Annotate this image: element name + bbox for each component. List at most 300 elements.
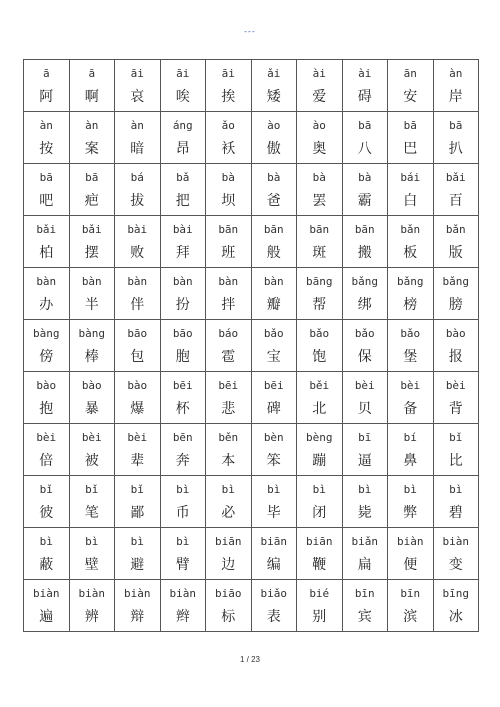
hanzi-character: 柏 xyxy=(39,245,54,261)
character-cell xyxy=(206,216,252,268)
character-cell xyxy=(160,60,206,112)
hanzi-character: 八 xyxy=(357,141,372,157)
hanzi-character: 彼 xyxy=(39,505,54,521)
pinyin-label: bàn xyxy=(218,275,239,288)
pinyin-label: biān xyxy=(215,535,242,548)
hanzi-character: 半 xyxy=(84,297,99,313)
character-cell xyxy=(342,320,388,372)
character-cell xyxy=(342,268,388,320)
hanzi-character: 啊 xyxy=(84,89,99,105)
hanzi-character: 雹 xyxy=(221,349,236,365)
character-cell xyxy=(115,528,161,580)
character-cell xyxy=(206,268,252,320)
character-cell xyxy=(297,580,343,632)
pinyin-label: ào xyxy=(267,119,281,132)
character-cell xyxy=(388,60,434,112)
character-cell xyxy=(297,372,343,424)
hanzi-character: 袄 xyxy=(221,141,236,157)
character-cell xyxy=(115,424,161,476)
hanzi-character: 巴 xyxy=(403,141,418,157)
hanzi-character: 版 xyxy=(448,245,463,261)
character-cell xyxy=(342,424,388,476)
hanzi-character: 笔 xyxy=(84,505,99,521)
hanzi-character: 矮 xyxy=(266,89,281,105)
table-row xyxy=(24,60,479,112)
pinyin-label: bì xyxy=(312,483,326,496)
pinyin-label: bān xyxy=(263,223,284,236)
character-cell xyxy=(115,164,161,216)
character-cell xyxy=(251,164,297,216)
pinyin-label: bēi xyxy=(263,379,284,392)
pinyin-label: bì xyxy=(39,535,53,548)
pinyin-label: ài xyxy=(312,67,326,80)
character-cell xyxy=(69,580,115,632)
character-cell xyxy=(297,528,343,580)
character-cell xyxy=(24,164,70,216)
hanzi-character: 奥 xyxy=(312,141,327,157)
character-cell xyxy=(388,372,434,424)
hanzi-character: 昂 xyxy=(175,141,190,157)
pinyin-label: bǎi xyxy=(81,223,102,236)
pinyin-label: bì xyxy=(176,483,190,496)
hanzi-character: 闭 xyxy=(312,505,327,521)
pinyin-label: ā xyxy=(88,67,96,80)
hanzi-character: 膀 xyxy=(448,297,463,313)
pinyin-label: bēn xyxy=(172,431,193,444)
hanzi-character: 绑 xyxy=(357,297,372,313)
character-cell xyxy=(251,112,297,164)
pinyin-label: àn xyxy=(85,119,99,132)
character-cell xyxy=(251,528,297,580)
character-cell xyxy=(251,60,297,112)
hanzi-character: 拜 xyxy=(175,245,190,261)
character-cell xyxy=(24,60,70,112)
character-cell xyxy=(206,424,252,476)
character-cell xyxy=(206,60,252,112)
pinyin-label: bǐ xyxy=(39,483,53,496)
hanzi-character: 岸 xyxy=(448,89,463,105)
table-row xyxy=(24,320,479,372)
pinyin-label: bǎng xyxy=(397,275,424,288)
character-cell xyxy=(24,112,70,164)
pinyin-label: bān xyxy=(354,223,375,236)
pinyin-label: bèi xyxy=(36,431,57,444)
pinyin-label: bì xyxy=(176,535,190,548)
character-cell xyxy=(297,320,343,372)
hanzi-character: 本 xyxy=(221,453,236,469)
hanzi-character: 败 xyxy=(130,245,145,261)
character-cell xyxy=(251,268,297,320)
pinyin-label: ǎo xyxy=(221,119,235,132)
character-cell xyxy=(24,372,70,424)
hanzi-character: 班 xyxy=(221,245,236,261)
character-cell xyxy=(251,476,297,528)
pinyin-label: bì xyxy=(85,535,99,548)
character-cell xyxy=(160,216,206,268)
pinyin-label: bàng xyxy=(78,327,105,340)
character-cell xyxy=(388,216,434,268)
pinyin-label: āi xyxy=(221,67,235,80)
character-cell xyxy=(388,112,434,164)
pinyin-label: bái xyxy=(400,171,421,184)
pinyin-label: áng xyxy=(172,119,193,132)
pinyin-label: bì xyxy=(403,483,417,496)
character-cell xyxy=(206,164,252,216)
pinyin-label: bā xyxy=(358,119,372,132)
character-cell xyxy=(251,372,297,424)
hanzi-character: 辈 xyxy=(130,453,145,469)
character-cell xyxy=(69,476,115,528)
hanzi-character: 抱 xyxy=(39,401,54,417)
pinyin-label: bài xyxy=(172,223,193,236)
pinyin-label: bǎi xyxy=(36,223,57,236)
pinyin-label: bāng xyxy=(306,275,333,288)
hanzi-character: 按 xyxy=(39,141,54,157)
hanzi-character: 毕 xyxy=(266,505,281,521)
hanzi-character: 被 xyxy=(84,453,99,469)
character-cell xyxy=(342,476,388,528)
character-cell xyxy=(69,60,115,112)
character-cell xyxy=(251,216,297,268)
character-cell xyxy=(433,424,479,476)
pinyin-label: biàn xyxy=(442,535,469,548)
pinyin-label: bèi xyxy=(81,431,102,444)
hanzi-character: 吧 xyxy=(39,193,54,209)
character-cell xyxy=(115,268,161,320)
hanzi-character: 包 xyxy=(130,349,145,365)
character-cell xyxy=(251,580,297,632)
character-cell xyxy=(342,216,388,268)
pinyin-label: bǎn xyxy=(445,223,466,236)
pinyin-label: bà xyxy=(267,171,281,184)
character-cell xyxy=(206,580,252,632)
character-cell xyxy=(24,580,70,632)
character-cell xyxy=(297,268,343,320)
hanzi-character: 表 xyxy=(266,609,281,625)
hanzi-character: 币 xyxy=(175,505,190,521)
pinyin-label: bēi xyxy=(172,379,193,392)
character-cell xyxy=(160,424,206,476)
pinyin-label: biāo xyxy=(215,587,242,600)
hanzi-character: 鄙 xyxy=(130,505,145,521)
pinyin-label: àn xyxy=(130,119,144,132)
pinyin-label: bèn xyxy=(263,431,284,444)
character-cell xyxy=(24,528,70,580)
character-cell xyxy=(69,320,115,372)
pinyin-label: bīn xyxy=(400,587,421,600)
character-cell xyxy=(24,320,70,372)
hanzi-character: 毙 xyxy=(357,505,372,521)
pinyin-label: bēi xyxy=(218,379,239,392)
pinyin-label: bà xyxy=(358,171,372,184)
pinyin-label: bèi xyxy=(445,379,466,392)
pinyin-label: bǐ xyxy=(449,431,463,444)
character-cell xyxy=(388,528,434,580)
hanzi-character: 唉 xyxy=(175,89,190,105)
pinyin-label: běi xyxy=(309,379,330,392)
pinyin-label: āi xyxy=(130,67,144,80)
hanzi-character: 帮 xyxy=(312,297,327,313)
pinyin-label: bàn xyxy=(127,275,148,288)
pinyin-label: bèi xyxy=(400,379,421,392)
hanzi-character: 鼻 xyxy=(403,453,418,469)
character-cell xyxy=(24,476,70,528)
pinyin-label: bào xyxy=(81,379,102,392)
pinyin-label: biān xyxy=(260,535,287,548)
character-cell xyxy=(160,268,206,320)
character-cell xyxy=(342,164,388,216)
character-cell xyxy=(115,320,161,372)
character-cell xyxy=(297,164,343,216)
hanzi-character: 辩 xyxy=(130,609,145,625)
hanzi-character: 鞭 xyxy=(312,557,327,573)
pinyin-label: bì xyxy=(358,483,372,496)
character-cell xyxy=(251,424,297,476)
character-cell xyxy=(297,476,343,528)
hanzi-character: 把 xyxy=(175,193,190,209)
character-cell xyxy=(297,424,343,476)
hanzi-character: 保 xyxy=(357,349,372,365)
pinyin-label: bā xyxy=(403,119,417,132)
character-cell xyxy=(115,112,161,164)
pinyin-label: biàn xyxy=(78,587,105,600)
hanzi-character: 百 xyxy=(448,193,463,209)
hanzi-character: 杯 xyxy=(175,401,190,417)
hanzi-character: 胞 xyxy=(175,349,190,365)
hanzi-character: 瓣 xyxy=(266,297,281,313)
pinyin-label: bié xyxy=(309,587,330,600)
hanzi-character: 宾 xyxy=(357,609,372,625)
character-cell xyxy=(433,60,479,112)
hanzi-character: 标 xyxy=(221,609,236,625)
character-cell xyxy=(342,580,388,632)
hanzi-character: 暴 xyxy=(84,401,99,417)
character-cell xyxy=(206,112,252,164)
character-cell xyxy=(388,476,434,528)
character-cell xyxy=(297,60,343,112)
hanzi-character: 蹦 xyxy=(312,453,327,469)
hanzi-character: 壁 xyxy=(84,557,99,573)
hanzi-character: 辨 xyxy=(84,609,99,625)
pinyin-label: bào xyxy=(445,327,466,340)
character-cell xyxy=(24,268,70,320)
hanzi-character: 别 xyxy=(312,609,327,625)
pinyin-label: àn xyxy=(39,119,53,132)
hanzi-character: 宝 xyxy=(266,349,281,365)
pinyin-label: bèi xyxy=(127,431,148,444)
character-cell xyxy=(24,424,70,476)
pinyin-label: bǎo xyxy=(354,327,375,340)
hanzi-character: 安 xyxy=(403,89,418,105)
hanzi-character: 编 xyxy=(266,557,281,573)
pinyin-label: bǎi xyxy=(445,171,466,184)
hanzi-character: 避 xyxy=(130,557,145,573)
pinyin-label: báo xyxy=(218,327,239,340)
character-cell xyxy=(115,476,161,528)
pinyin-label: bǎo xyxy=(263,327,284,340)
pinyin-label: bèi xyxy=(354,379,375,392)
hanzi-character: 堡 xyxy=(403,349,418,365)
pinyin-label: bá xyxy=(130,171,144,184)
character-cell xyxy=(69,216,115,268)
character-cell xyxy=(433,580,479,632)
character-cell xyxy=(160,476,206,528)
character-cell xyxy=(160,164,206,216)
hanzi-character: 办 xyxy=(39,297,54,313)
pinyin-label: bāo xyxy=(172,327,193,340)
character-cell xyxy=(388,164,434,216)
pinyin-label: bǎ xyxy=(176,171,190,184)
character-cell xyxy=(433,164,479,216)
character-cell xyxy=(433,268,479,320)
character-cell xyxy=(206,476,252,528)
hanzi-character: 滨 xyxy=(403,609,418,625)
pinyin-label: bǎo xyxy=(400,327,421,340)
character-cell xyxy=(69,424,115,476)
character-cell xyxy=(115,372,161,424)
character-cell xyxy=(115,60,161,112)
pinyin-label: biǎn xyxy=(351,535,378,548)
hanzi-character: 辫 xyxy=(175,609,190,625)
character-cell xyxy=(388,320,434,372)
pinyin-label: bì xyxy=(221,483,235,496)
pinyin-label: àn xyxy=(449,67,463,80)
character-cell xyxy=(433,112,479,164)
hanzi-character: 拌 xyxy=(221,297,236,313)
character-cell xyxy=(342,528,388,580)
character-cell xyxy=(69,528,115,580)
hanzi-character: 饱 xyxy=(312,349,327,365)
character-cell xyxy=(297,112,343,164)
hanzi-character: 碑 xyxy=(266,401,281,417)
pinyin-label: bǎn xyxy=(400,223,421,236)
pinyin-label: bī xyxy=(358,431,372,444)
table-row xyxy=(24,112,479,164)
pinyin-label: bǎo xyxy=(309,327,330,340)
hanzi-character: 傍 xyxy=(39,349,54,365)
character-cell xyxy=(69,372,115,424)
hanzi-character: 碍 xyxy=(357,89,372,105)
table-row xyxy=(24,528,479,580)
hanzi-character: 北 xyxy=(312,401,327,417)
hanzi-character: 蔽 xyxy=(39,557,54,573)
pinyin-label: bǎng xyxy=(351,275,378,288)
hanzi-character: 暗 xyxy=(130,141,145,157)
hanzi-character: 弊 xyxy=(403,505,418,521)
hanzi-character: 霸 xyxy=(357,193,372,209)
pinyin-label: biàn xyxy=(124,587,151,600)
character-cell xyxy=(388,268,434,320)
hanzi-character: 傲 xyxy=(266,141,281,157)
table-row xyxy=(24,372,479,424)
character-cell xyxy=(115,216,161,268)
pinyin-label: bàn xyxy=(263,275,284,288)
pinyin-label: bàn xyxy=(172,275,193,288)
pinyin-label: bèng xyxy=(306,431,333,444)
pinyin-label: bīng xyxy=(442,587,469,600)
table-row xyxy=(24,580,479,632)
pinyin-label: bài xyxy=(127,223,148,236)
hanzi-character: 边 xyxy=(221,557,236,573)
pinyin-label: bì xyxy=(267,483,281,496)
character-cell xyxy=(342,60,388,112)
character-cell xyxy=(160,112,206,164)
hanzi-character: 阿 xyxy=(39,89,54,105)
pinyin-label: běn xyxy=(218,431,239,444)
hanzi-character: 扒 xyxy=(448,141,463,157)
hanzi-character: 逼 xyxy=(357,453,372,469)
table-row xyxy=(24,268,479,320)
pinyin-label: bā xyxy=(85,171,99,184)
page-number: 1 / 23 xyxy=(239,655,260,664)
hanzi-character: 备 xyxy=(403,401,418,417)
pinyin-label: bāo xyxy=(127,327,148,340)
pinyin-label: bā xyxy=(39,171,53,184)
hanzi-character: 冰 xyxy=(448,609,463,625)
hanzi-character: 爆 xyxy=(130,401,145,417)
character-cell xyxy=(24,216,70,268)
hanzi-character: 笨 xyxy=(266,453,281,469)
pinyin-label: biān xyxy=(306,535,333,548)
character-cell xyxy=(342,112,388,164)
character-cell xyxy=(388,424,434,476)
character-cell xyxy=(388,580,434,632)
hanzi-character: 倍 xyxy=(39,453,54,469)
hanzi-character: 贝 xyxy=(357,401,372,417)
hanzi-character: 罢 xyxy=(312,193,327,209)
hanzi-character: 爱 xyxy=(312,89,327,105)
character-cell xyxy=(69,112,115,164)
hanzi-character: 比 xyxy=(448,453,463,469)
hanzi-character: 搬 xyxy=(357,245,372,261)
character-cell xyxy=(115,580,161,632)
pinyin-label: biǎo xyxy=(260,587,287,600)
character-cell xyxy=(433,528,479,580)
pinyin-label: bàn xyxy=(36,275,57,288)
character-cell xyxy=(69,268,115,320)
hanzi-character: 榜 xyxy=(403,297,418,313)
hanzi-character: 案 xyxy=(84,141,99,157)
hanzi-character: 便 xyxy=(403,557,418,573)
pinyin-label: bì xyxy=(130,535,144,548)
pinyin-label: biàn xyxy=(397,535,424,548)
character-cell xyxy=(297,216,343,268)
hanzi-character: 哀 xyxy=(130,89,145,105)
pinyin-label: bān xyxy=(218,223,239,236)
hanzi-character: 爸 xyxy=(266,193,281,209)
character-cell xyxy=(433,372,479,424)
header-mark: --- xyxy=(244,27,256,36)
character-cell xyxy=(160,372,206,424)
pinyin-label: ā xyxy=(42,67,50,80)
hanzi-character: 摆 xyxy=(84,245,99,261)
pinyin-label: ǎi xyxy=(267,67,281,80)
pinyin-label: ài xyxy=(358,67,372,80)
pinyin-label: bǐ xyxy=(130,483,144,496)
hanzi-character: 般 xyxy=(266,245,281,261)
pinyin-label: bà xyxy=(312,171,326,184)
character-cell xyxy=(251,320,297,372)
character-cell xyxy=(433,476,479,528)
pinyin-label: āi xyxy=(176,67,190,80)
pinyin-label: biàn xyxy=(33,587,60,600)
hanzi-character: 棒 xyxy=(84,349,99,365)
pinyin-label: bàn xyxy=(81,275,102,288)
hanzi-character: 遍 xyxy=(39,609,54,625)
pinyin-label: bì xyxy=(449,483,463,496)
hanzi-character: 疤 xyxy=(84,193,99,209)
hanzi-character: 必 xyxy=(221,505,236,521)
